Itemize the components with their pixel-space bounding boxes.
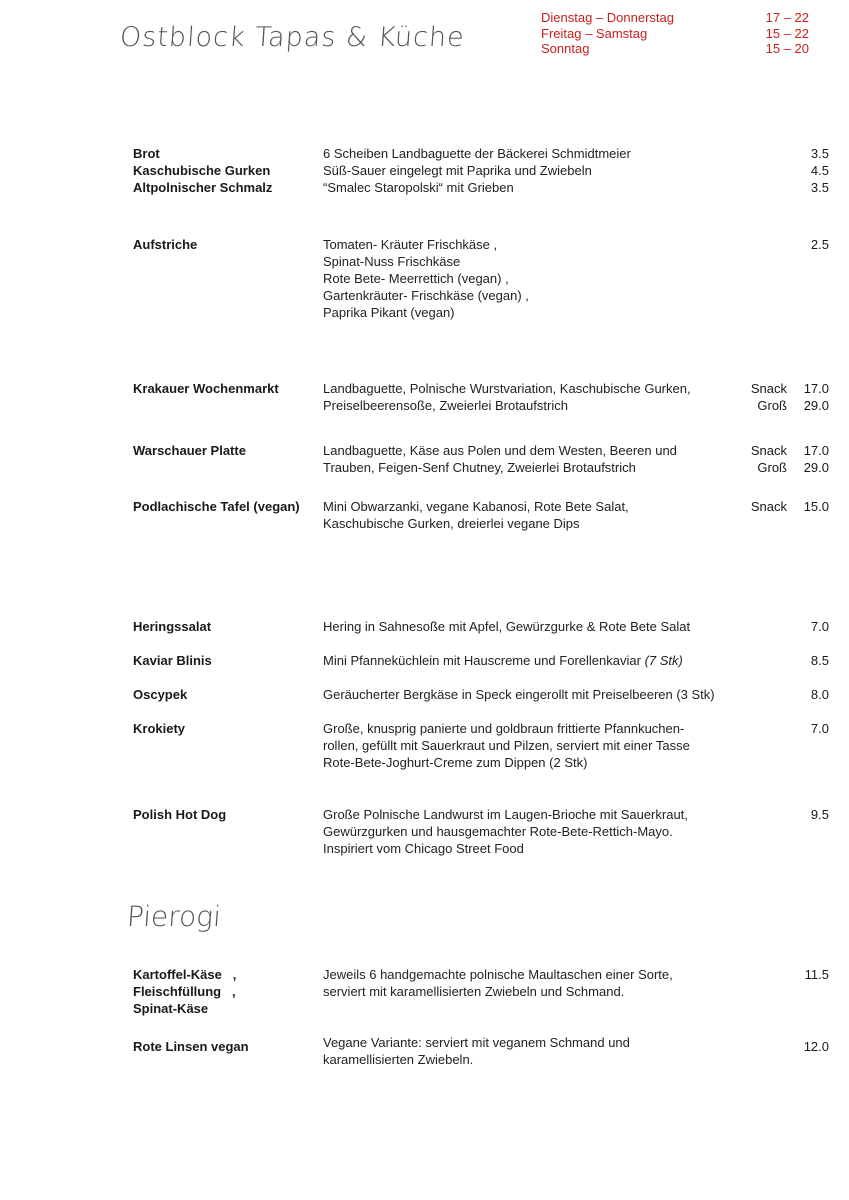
menu-item-description bbox=[323, 236, 733, 321]
menu-item-name: Podlachische Tafel (vegan) bbox=[133, 499, 300, 514]
description-line: Gewürzgurken und hausgemachter Rote-Bete-Rettich-Mayo. bbox=[323, 824, 673, 839]
description-line: Preiselbeerensoße, Zweierlei Brotaufstrich bbox=[323, 398, 568, 413]
description-line: Geräucherter Bergkäse in Speck eingerollt mit Preiselbeeren (3 Stk) bbox=[323, 687, 715, 702]
description-line: Inspiriert vom Chicago Street Food bbox=[323, 841, 524, 856]
description-text: Mini Pfanneküchlein mit Hauscreme und Forellenkaviar bbox=[323, 653, 641, 668]
menu-item-name: Polish Hot Dog bbox=[133, 807, 227, 822]
menu-item-price: 2.5 bbox=[810, 237, 829, 252]
menu-item-description bbox=[323, 1034, 733, 1068]
menu-item-description bbox=[323, 966, 733, 1000]
description-line: Rote Bete- Meerrettich (vegan) , bbox=[323, 271, 509, 286]
opening-hours bbox=[541, 10, 809, 57]
description-line: Große, knusprig panierte und goldbraun frittierte Pfannkuchen- bbox=[323, 721, 685, 736]
name-line: Fleischfüllung , bbox=[133, 984, 236, 999]
size-label: Snack bbox=[750, 443, 787, 458]
menu-item-name: Aufstriche bbox=[133, 237, 198, 252]
portion-note: (7 Stk) bbox=[644, 653, 683, 668]
menu-item-price: 12.0 bbox=[803, 1039, 829, 1054]
hours-row bbox=[541, 10, 809, 26]
menu-item-name: Krakauer Wochenmarkt bbox=[133, 381, 279, 396]
description-line: Hering in Sahnesoße mit Apfel, Gewürzgurke & Rote Bete Salat bbox=[323, 619, 691, 634]
description-line: Gartenkräuter- Frischkäse (vegan) , bbox=[323, 288, 529, 303]
size-label: Snack bbox=[750, 381, 787, 396]
description-line: Jeweils 6 handgemachte polnische Maultaschen einer Sorte, bbox=[323, 967, 673, 982]
pierogi-heading: Pierogi bbox=[125, 900, 223, 933]
restaurant-title: Ostblock Tapas & Küche bbox=[118, 22, 466, 53]
menu-item-description: Süß-Sauer eingelegt mit Paprika und Zwiebeln bbox=[323, 163, 592, 178]
description-line: Rote-Bete-Joghurt-Creme zum Dippen (2 Stk) bbox=[323, 755, 588, 770]
menu-item-description bbox=[323, 618, 733, 635]
menu-item-description: 6 Scheiben Landbaguette der Bäckerei Schmidtmeier bbox=[323, 146, 631, 161]
description-line bbox=[323, 652, 733, 669]
hours-days: Dienstag – Donnerstag bbox=[541, 10, 674, 25]
menu-item-price: 9.5 bbox=[810, 807, 829, 822]
menu-item-name: Kaviar Blinis bbox=[133, 653, 212, 668]
description-line: Tomaten- Kräuter Frischkäse , bbox=[323, 237, 498, 252]
hours-time: 15 – 20 bbox=[765, 41, 809, 56]
hours-time: 17 – 22 bbox=[765, 10, 809, 25]
menu-item-price: 29.0 bbox=[803, 398, 829, 413]
description-line: Große Polnische Landwurst im Laugen-Brioche mit Sauerkraut, bbox=[323, 807, 688, 822]
description-line: Spinat-Nuss Frischkäse bbox=[323, 254, 461, 269]
description-line: Mini Obwarzanki, vegane Kabanosi, Rote Bete Salat, bbox=[323, 499, 629, 514]
hours-days: Sonntag bbox=[541, 41, 590, 56]
menu-item-price: 8.5 bbox=[810, 653, 829, 668]
name-line: Spinat-Käse bbox=[133, 1001, 209, 1016]
menu-item-name: Krokiety bbox=[133, 721, 186, 736]
menu-item-description bbox=[323, 720, 733, 771]
hours-time: 15 – 22 bbox=[765, 25, 809, 41]
description-line: Trauben, Feigen-Senf Chutney, Zweierlei Brotaufstrich bbox=[323, 460, 636, 475]
menu-item-description bbox=[323, 442, 733, 476]
description-line: Landbaguette, Käse aus Polen und dem Westen, Beeren und bbox=[323, 443, 677, 458]
name-line: Rote Linsen vegan bbox=[133, 1039, 249, 1054]
menu-item-description bbox=[323, 498, 733, 532]
menu-item-price: 3.5 bbox=[810, 146, 829, 161]
hours-days: Freitag – Samstag bbox=[541, 25, 648, 41]
menu-item-price: 7.0 bbox=[810, 619, 829, 634]
size-label: Groß bbox=[757, 398, 787, 413]
hours-row bbox=[541, 41, 809, 57]
menu-item-name: Kaschubische Gurken bbox=[133, 163, 271, 178]
menu-item-price: 7.0 bbox=[810, 721, 829, 736]
menu-item-name: Altpolnischer Schmalz bbox=[133, 180, 273, 195]
hours-row bbox=[541, 26, 809, 42]
menu-item-description bbox=[323, 652, 733, 669]
menu-item-name: Warschauer Platte bbox=[133, 443, 246, 458]
name-line: Kartoffel-Käse , bbox=[133, 967, 237, 982]
menu-item-name bbox=[133, 1038, 318, 1055]
menu-item-description bbox=[323, 686, 733, 703]
menu-item-price: 11.5 bbox=[804, 967, 829, 982]
size-label: Groß bbox=[757, 460, 787, 475]
description-line: Landbaguette, Polnische Wurstvariation, Kaschubische Gurken, bbox=[323, 381, 691, 396]
menu-item-name: Brot bbox=[133, 146, 160, 161]
menu-item-price: 15.0 bbox=[803, 499, 829, 514]
description-line: Kaschubische Gurken, dreierlei vegane Dips bbox=[323, 516, 580, 531]
menu-item-price: 17.0 bbox=[803, 443, 829, 458]
menu-item-price: 3.5 bbox=[810, 180, 829, 195]
menu-item-name bbox=[133, 966, 318, 1017]
menu-item-price: 17.0 bbox=[803, 381, 829, 396]
size-label: Snack bbox=[750, 499, 787, 514]
menu-item-price: 8.0 bbox=[810, 687, 829, 702]
description-line: Paprika Pikant (vegan) bbox=[323, 305, 455, 320]
menu-item-description bbox=[323, 806, 733, 857]
description-line: karamellisierten Zwiebeln. bbox=[323, 1052, 474, 1067]
menu-item-price: 29.0 bbox=[803, 460, 829, 475]
menu-item-price: 4.5 bbox=[810, 163, 829, 178]
description-line: serviert mit karamellisierten Zwiebeln und Schmand. bbox=[323, 984, 625, 999]
menu-item-name: Heringssalat bbox=[133, 619, 212, 634]
description-line: rollen, gefüllt mit Sauerkraut und Pilzen, serviert mit einer Tasse bbox=[323, 738, 690, 753]
menu-item-name: Oscypek bbox=[133, 687, 188, 702]
menu-item-description: “Smalec Staropolski“ mit Grieben bbox=[323, 180, 514, 195]
description-line: Vegane Variante: serviert mit veganem Schmand und bbox=[323, 1035, 630, 1050]
menu-item-description bbox=[323, 380, 733, 414]
